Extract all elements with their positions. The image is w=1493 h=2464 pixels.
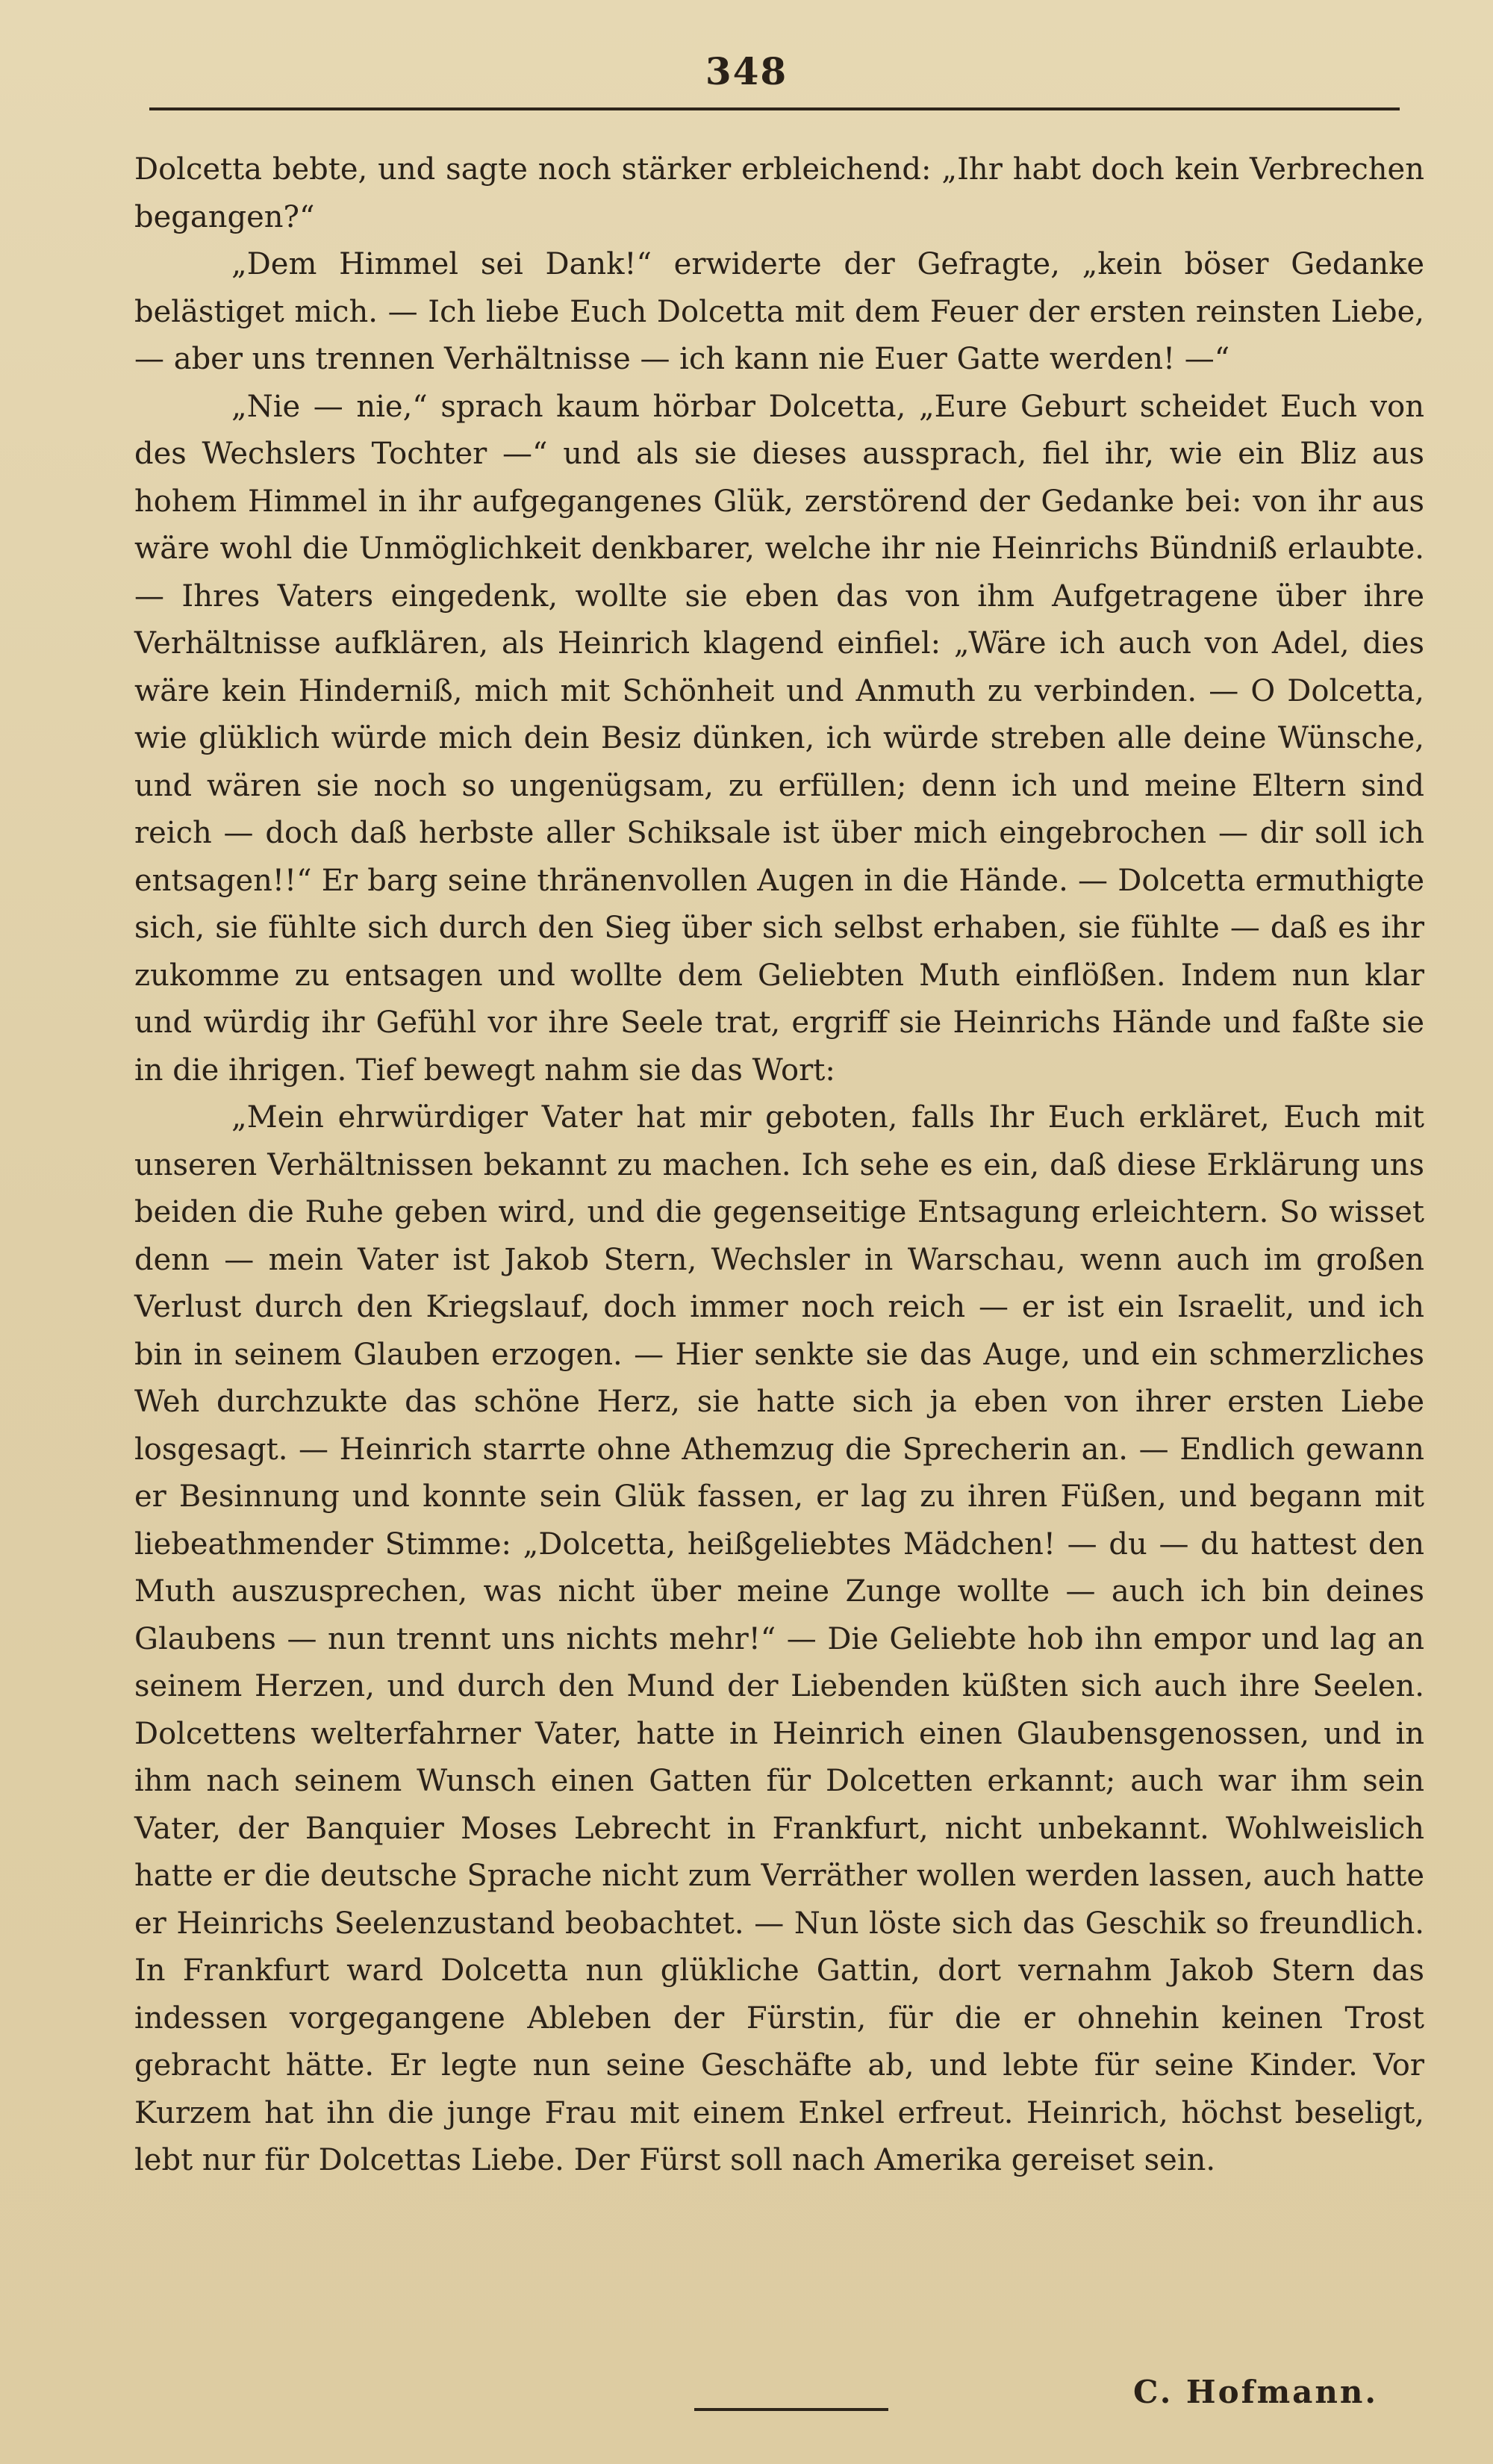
closing-rule [694,2408,888,2411]
author-signature: C. Hofmann. [1133,2374,1379,2410]
page-number: 348 [705,49,788,93]
paragraph-4: „Mein ehrwürdiger Vater hat mir geboten, falls Ihr Euch erkläret, Euch mit unseren Verhältnissen bekannt zu machen. Ich sehe es ein, daß diese Erklärung uns beiden die Ruhe geben wird, und die gegenseitige Entsagung erleichtern. So wisset denn — mein Vater ist Jakob Stern, Wechsler in Warschau, wenn auch im großen Verlust durch den Kriegslauf, doch immer noch reich — er ist ein Israelit, und ich bin in seinem Glauben erzogen. — Hier senkte sie das Auge, und ein schmerzliches Weh durchzukte das schöne Herz, sie hatte sich ja eben von ihrer ersten Liebe losgesagt. — Heinrich starrte ohne Athemzug die Sprecherin an. — Endlich gewann er Besinnung und konnte sein Glük fassen, er lag zu ihren Füßen, und begann mit liebeathmender Stimme: „Dolcetta, heißgeliebtes Mädchen! — du — du hattest den Muth auszusprechen, was nicht über meine Zunge wollte — auch ich bin deines Glaubens — nun trennt uns nichts mehr!“ — Die Geliebte hob ihn empor und lag an seinem Herzen, und durch den Mund der Liebenden küßten sich auch ihre Seelen. Dolcettens welterfahrner Vater, hatte in Heinrich einen Glaubensgenossen, und in ihm nach seinem Wunsch einen Gatten für Dolcetten erkannt; auch war ihm sein Vater, der Banquier Moses Lebrecht in Frankfurt, nicht unbekannt. Wohlweislich hatte er die deutsche Sprache nicht zum Verräther wollen werden lassen, auch hatte er Heinrichs Seelenzustand beobachtet. — Nun löste sich das Geschik so freundlich. In Frankfurt ward Dolcetta nun glükliche Gattin, dort vernahm Jakob Stern das indessen vorgegangene Ableben der Fürstin, für die er ohnehin keinen Trost gebracht hätte. Er legte nun seine Geschäfte ab, und lebte für seine Kinder. Vor Kurzem hat ihn die junge Frau mit einem Enkel erfreut. Heinrich, höchst beseligt, lebt nur für Dolcettas Liebe. Der Fürst soll nach Amerika gereiset sein. [134,1100,1424,2177]
paragraph-1: Dolcetta bebte, und sagte noch stärker erbleichend: „Ihr habt doch kein Verbrechen begangen?“ [134,152,1424,234]
paragraph-2: „Dem Himmel sei Dank!“ erwiderte der Gefragte, „kein böser Gedanke belästiget mich. — Ich liebe Euch Dolcetta mit dem Feuer der ersten reinsten Liebe, — aber uns trennen Verhältnisse — ich kann nie Euer Gatte werden! —“ [134,247,1424,376]
header-rule [149,107,1400,110]
story-text [134,146,1424,2185]
paragraph-3: „Nie — nie,“ sprach kaum hörbar Dolcetta, „Eure Geburt scheidet Euch von des Wechslers Tochter —“ und als sie dieses aussprach, fiel ihr, wie ein Bliz aus hohem Himmel in ihr aufgegangenes Glük, zerstörend der Gedanke bei: von ihr aus wäre wohl die Unmöglichkeit denkbarer, welche ihr nie Heinrichs Bündniß erlaubte. — Ihres Vaters eingedenk, wollte sie eben das von ihm Aufgetragene über ihre Verhältnisse aufklären, als Heinrich klagend einfiel: „Wäre ich auch von Adel, dies wäre kein Hinderniß, mich mit Schönheit und Anmuth zu verbinden. — O Dolcetta, wie glüklich würde mich dein Besiz dünken, ich würde streben alle deine Wünsche, und wären sie noch so ungenügsam, zu erfüllen; denn ich und meine Eltern sind reich — doch daß herbste aller Schiksale ist über mich eingebrochen — dir soll ich entsagen!!“ Er barg seine thränenvollen Augen in die Hände. — Dolcetta ermuthigte sich, sie fühlte sich durch den Sieg über sich selbst erhaben, sie fühlte — daß es ihr zukomme zu entsagen und wollte dem Geliebten Muth einflößen. Indem nun klar und würdig ihr Gefühl vor ihre Seele trat, ergriff sie Heinrichs Hände und faßte sie in die ihrigen. Tief bewegt nahm sie das Wort: [134,389,1424,1088]
